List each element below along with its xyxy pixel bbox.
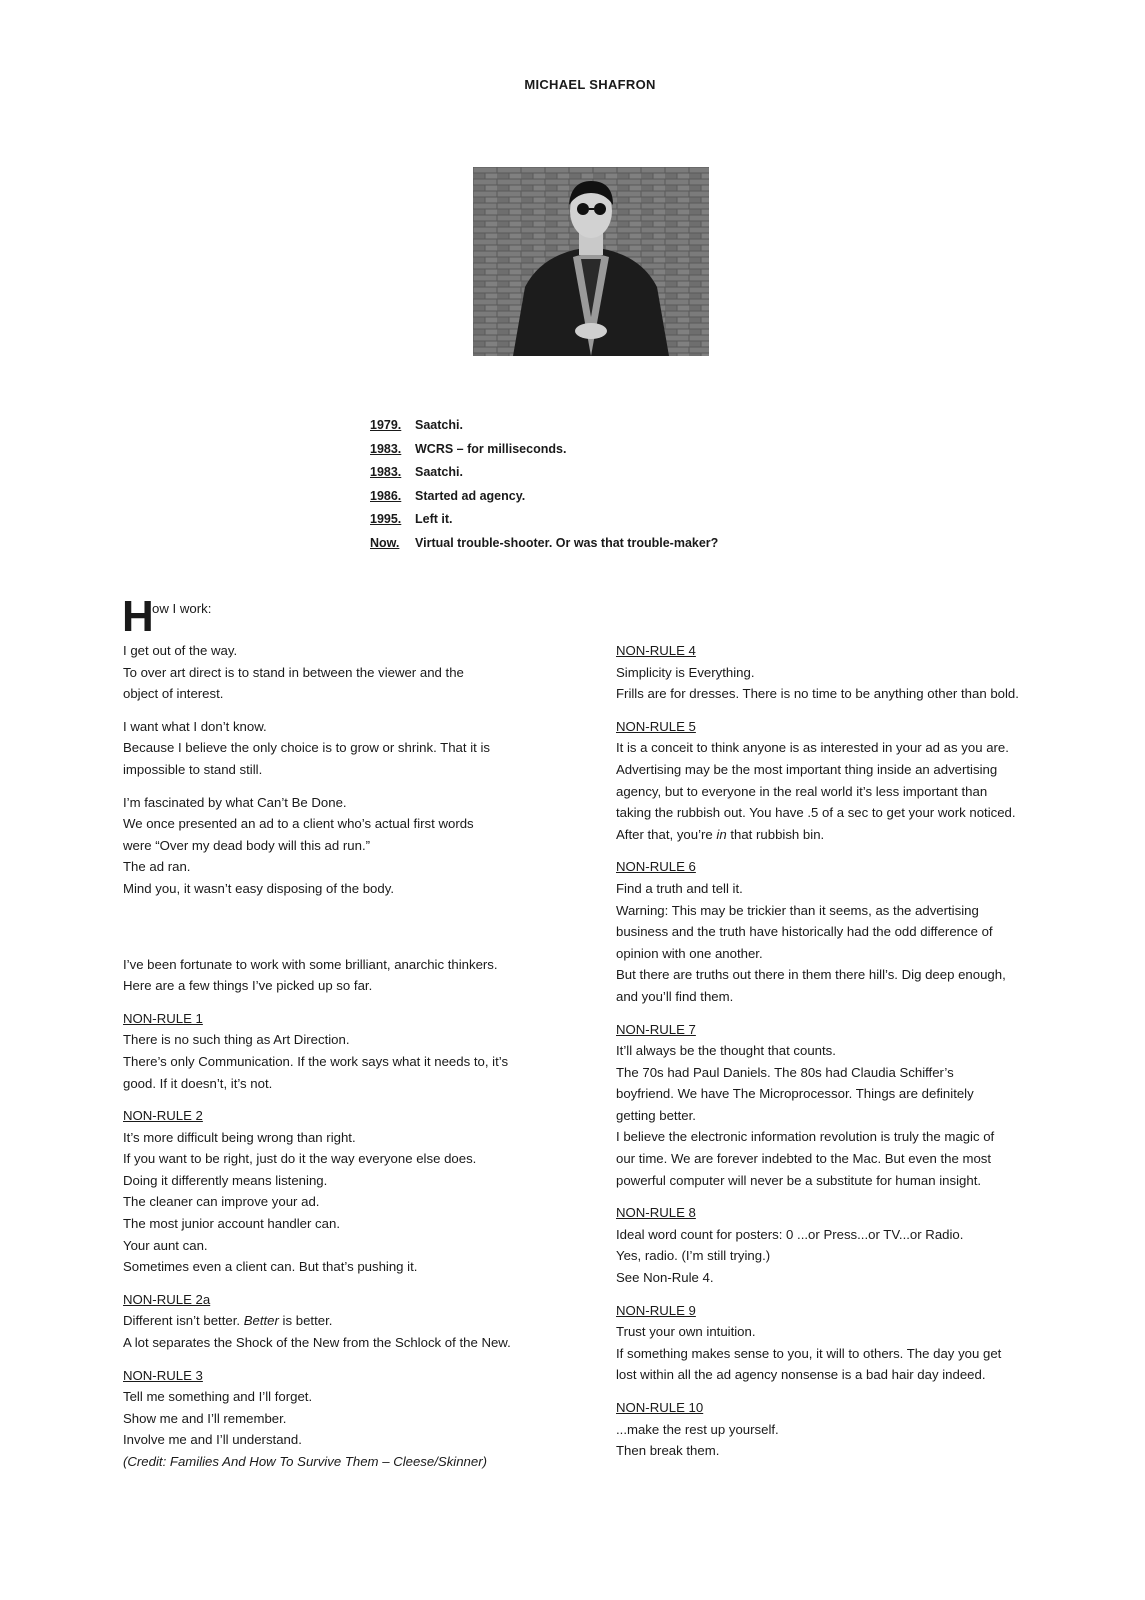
text-line: Doing it differently means listening. [123, 1172, 328, 1188]
right-column [616, 640, 1076, 1473]
text-line: boyfriend. We have The Microprocessor. Things are definitely [616, 1086, 974, 1102]
text-line [123, 1310, 583, 1332]
timeline-text: WCRS – for milliseconds. [415, 441, 567, 456]
timeline-text: Started ad agency. [415, 488, 526, 503]
text-line: Yes, radio. (I’m still trying.) [616, 1248, 771, 1264]
text-line: Warning: This may be trickier than it seems, as the advertising [616, 902, 979, 918]
timeline-row [370, 508, 718, 532]
text-fragment: After that, you’re [616, 826, 717, 842]
timeline-text: Saatchi. [415, 418, 463, 432]
text-line: powerful computer will never be a substitute for human insight. [616, 1172, 982, 1188]
text-line: I believe the electronic information revolution is truly the magic of [616, 1129, 995, 1145]
text-line: Mind you, it wasn’t easy disposing of the body. [123, 880, 394, 896]
text-line: getting better. [616, 1107, 696, 1123]
timeline-text: Left it. [415, 512, 453, 526]
career-timeline [370, 414, 718, 555]
emphasis-text: in [716, 826, 727, 842]
rule-heading: NON-RULE 4 [616, 643, 696, 658]
non-rule-8 [616, 1202, 1076, 1288]
spacer [123, 911, 583, 954]
rule-heading: NON-RULE 2a [123, 1291, 211, 1307]
paragraph [123, 640, 583, 705]
text-line: I’m fascinated by what Can’t Be Done. [123, 794, 347, 810]
rule-heading: NON-RULE 7 [616, 1021, 696, 1037]
text-line: To over art direct is to stand in between the viewer and the [123, 664, 464, 680]
rule-heading: NON-RULE 8 [616, 1205, 696, 1221]
text-line: I get out of the way. [123, 643, 238, 658]
rule-heading: NON-RULE 6 [616, 859, 696, 875]
text-line: It’ll always be the thought that counts. [616, 1043, 836, 1059]
paragraph [123, 716, 583, 781]
text-line: Your aunt can. [123, 1237, 208, 1253]
text-line: The cleaner can improve your ad. [123, 1194, 320, 1210]
non-rule-6 [616, 856, 1076, 1007]
rule-heading: NON-RULE 1 [123, 1010, 203, 1026]
portrait-photo [473, 167, 709, 356]
text-line: If you want to be right, just do it the way everyone else does. [123, 1151, 477, 1167]
text-fragment: is better. [278, 1313, 333, 1329]
text-line: The most junior account handler can. [123, 1216, 340, 1232]
intro-text: ow I work: [152, 601, 212, 616]
text-line: Here are a few things I’ve picked up so far. [123, 978, 373, 994]
text-line: It’s more difficult being wrong than right. [123, 1129, 356, 1145]
rule-heading: NON-RULE 5 [616, 718, 696, 734]
timeline-row [370, 461, 718, 485]
non-rule-10 [616, 1397, 1076, 1462]
paragraph [123, 792, 583, 900]
credit-text: (Credit: Families And How To Survive Them – Cleese/Skinner) [123, 1454, 488, 1469]
timeline-row [370, 414, 718, 438]
timeline-year: 1979. [370, 418, 402, 432]
text-fragment: Different isn’t better. [123, 1313, 244, 1329]
text-line: There is no such thing as Art Direction. [123, 1032, 350, 1048]
non-rule-2a [123, 1289, 583, 1354]
text-line [616, 824, 1076, 846]
rule-heading: NON-RULE 9 [616, 1302, 696, 1318]
text-line: Frills are for dresses. There is no time to be anything other than bold. [616, 686, 1019, 702]
text-line: impossible to stand still. [123, 761, 263, 777]
text-line: Show me and I’ll remember. [123, 1410, 287, 1426]
non-rule-5 [616, 716, 1076, 846]
text-line: Sometimes even a client can. But that’s pushing it. [123, 1259, 418, 1275]
text-line: I’ve been fortunate to work with some brilliant, anarchic thinkers. [123, 956, 498, 972]
text-line: If something makes sense to you, it will to others. The day you get [616, 1345, 1002, 1361]
timeline-year: 1983. [370, 441, 402, 456]
timeline-year: Now. [370, 535, 400, 550]
text-line: Simplicity is Everything. [616, 664, 755, 680]
text-line: Because I believe the only choice is to grow or shrink. That it is [123, 740, 490, 756]
non-rule-9 [616, 1300, 1076, 1386]
text-line: and you’ll find them. [616, 988, 734, 1004]
text-line: object of interest. [123, 686, 224, 702]
emphasis-text: Better [243, 1313, 279, 1329]
text-line: But there are truths out there in them there hill’s. Dig deep enough, [616, 967, 1006, 983]
timeline-year: 1986. [370, 488, 402, 503]
text-line: good. If it doesn’t, it’s not. [123, 1075, 273, 1091]
non-rule-2 [123, 1105, 583, 1278]
rule-heading: NON-RULE 2 [123, 1108, 203, 1124]
text-line: Then break them. [616, 1443, 720, 1459]
text-line: The ad ran. [123, 859, 191, 875]
text-line: were “Over my dead body will this ad run.” [123, 837, 370, 853]
timeline-year: 1995. [370, 512, 402, 526]
text-line: Advertising may be the most important thing inside an advertising [616, 761, 998, 777]
text-line: The 70s had Paul Daniels. The 80s had Claudia Schiffer’s [616, 1064, 954, 1080]
timeline-text: Virtual trouble-shooter. Or was that trouble-maker? [415, 535, 719, 550]
text-line: business and the truth have historically had the odd difference of [616, 924, 993, 940]
text-line: agency, but to everyone in the real world it’s less important than [616, 783, 988, 799]
text-line: Trust your own intuition. [616, 1324, 756, 1340]
timeline-year: 1983. [370, 465, 402, 479]
timeline-row [370, 438, 718, 462]
text-line: opinion with one another. [616, 945, 763, 961]
left-column [123, 640, 583, 1484]
rule-heading: NON-RULE 10 [616, 1400, 704, 1415]
paragraph [123, 954, 583, 997]
text-line: It is a conceit to think anyone is as interested in your ad as you are. [616, 740, 1009, 756]
text-line: We once presented an ad to a client who’s actual first words [123, 816, 474, 832]
text-line: A lot separates the Shock of the New from the Schlock of the New. [123, 1335, 511, 1351]
text-line: taking the rubbish out. You have .5 of a sec to get your work noticed. [616, 805, 1016, 821]
rule-heading: NON-RULE 3 [123, 1367, 203, 1383]
timeline-text: Saatchi. [415, 465, 463, 479]
text-line: Involve me and I’ll understand. [123, 1432, 302, 1448]
non-rule-4 [616, 640, 1076, 705]
text-line: Tell me something and I’ll forget. [123, 1389, 313, 1405]
text-line: There’s only Communication. If the work says what it needs to, it’s [123, 1053, 509, 1069]
text-line: lost within all the ad agency nonsense is a bad hair day indeed. [616, 1367, 986, 1383]
text-line: ...make the rest up yourself. [616, 1421, 779, 1437]
text-line: See Non-Rule 4. [616, 1270, 714, 1286]
text-line: Ideal word count for posters: 0 ...or Press...or TV...or Radio. [616, 1226, 964, 1242]
non-rule-1 [123, 1008, 583, 1094]
text-fragment: that rubbish bin. [726, 826, 825, 842]
drop-cap: H [122, 592, 154, 641]
non-rule-7 [616, 1019, 1076, 1192]
timeline-row [370, 485, 718, 509]
page-title: MICHAEL SHAFRON [524, 77, 656, 92]
text-line: I want what I don’t know. [123, 718, 267, 734]
portrait-image [473, 167, 709, 356]
text-line: our time. We are forever indebted to the Mac. But even the most [616, 1151, 992, 1167]
non-rule-3 [123, 1365, 583, 1473]
timeline-row [370, 532, 718, 556]
credit-line [123, 1451, 583, 1473]
text-line: Find a truth and tell it. [616, 880, 743, 896]
